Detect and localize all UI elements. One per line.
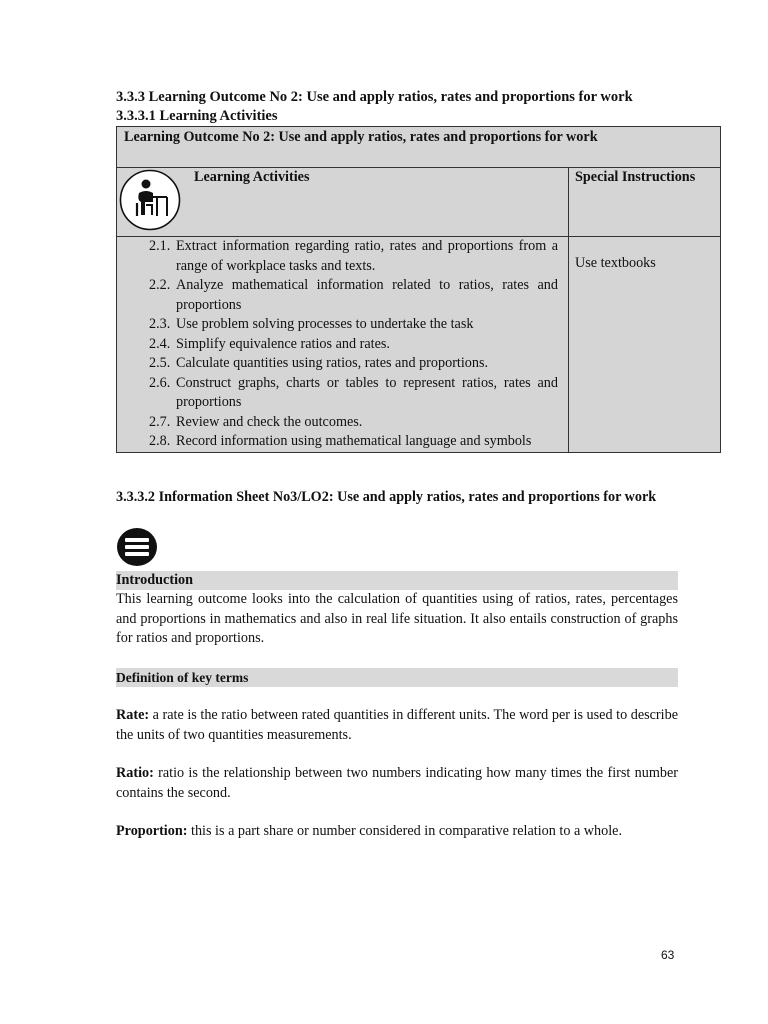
special-instruction-cell: Use textbooks — [569, 237, 721, 453]
list-item: 2.3. Use problem solving processes to undertake the task — [149, 316, 474, 332]
definition-ratio: Ratio: ratio is the relationship between two numbers indicating how many times the first number contains the second. — [116, 765, 678, 801]
section-heading-3-3-3-1: 3.3.3.1 Learning Activities — [116, 108, 278, 124]
list-item: 2.1. Extract information regarding ratio, rates and proportions from a range of workplace tasks and texts. — [149, 238, 558, 274]
special-instructions-column-header: Special Instructions — [569, 168, 721, 237]
activities-list — [117, 237, 568, 452]
info-sheet-icon — [116, 527, 160, 567]
activities-cell — [117, 237, 569, 453]
person-at-desk-icon — [119, 169, 181, 231]
introduction-text: This learning outcome looks into the calculation of quantities using of ratios, rates, percentages and proportions in mathematics and also in real life situation. It also entails construction of graphs for ratios and proportions. — [116, 591, 678, 646]
activities-header-cell — [117, 168, 569, 237]
list-item: 2.2. Analyze mathematical information related to ratios, rates and proportions — [149, 277, 558, 313]
definition-proportion: Proportion: this is a part share or number considered in comparative relation to a whole. — [116, 823, 623, 839]
list-item: 2.6. Construct graphs, charts or tables to represent ratios, rates and proportions — [149, 374, 558, 410]
list-item: 2.7. Review and check the outcomes. — [149, 413, 363, 430]
term-rate: Rate: — [116, 707, 150, 723]
term-proportion: Proportion: — [116, 823, 188, 839]
learning-activities-column-header: Learning Activities — [194, 169, 310, 185]
list-item: 2.5. Calculate quantities using ratios, rates and proportions. — [149, 355, 489, 371]
table-title: Learning Outcome No 2: Use and apply ratios, rates and proportions for work — [117, 127, 721, 168]
list-item: 2.8. Record information using mathematical language and symbols — [149, 433, 532, 449]
learning-activities-table — [116, 126, 721, 453]
info-sheet-heading: 3.3.3.2 Information Sheet No3/LO2: Use and apply ratios, rates and proportions for work — [116, 489, 657, 505]
page-number: 63 — [661, 948, 675, 962]
definition-rate: Rate: a rate is the ratio between rated quantities in different units. The word per is used to describe the units of two quantities measurements. — [116, 707, 678, 743]
introduction-heading: Introduction — [116, 571, 678, 590]
section-heading-3-3-3: 3.3.3 Learning Outcome No 2: Use and apply ratios, rates and proportions for work — [116, 89, 633, 105]
definitions-heading: Definition of key terms — [116, 668, 678, 687]
term-ratio: Ratio: — [116, 765, 154, 781]
list-item: 2.4. Simplify equivalence ratios and rates. — [149, 335, 390, 352]
